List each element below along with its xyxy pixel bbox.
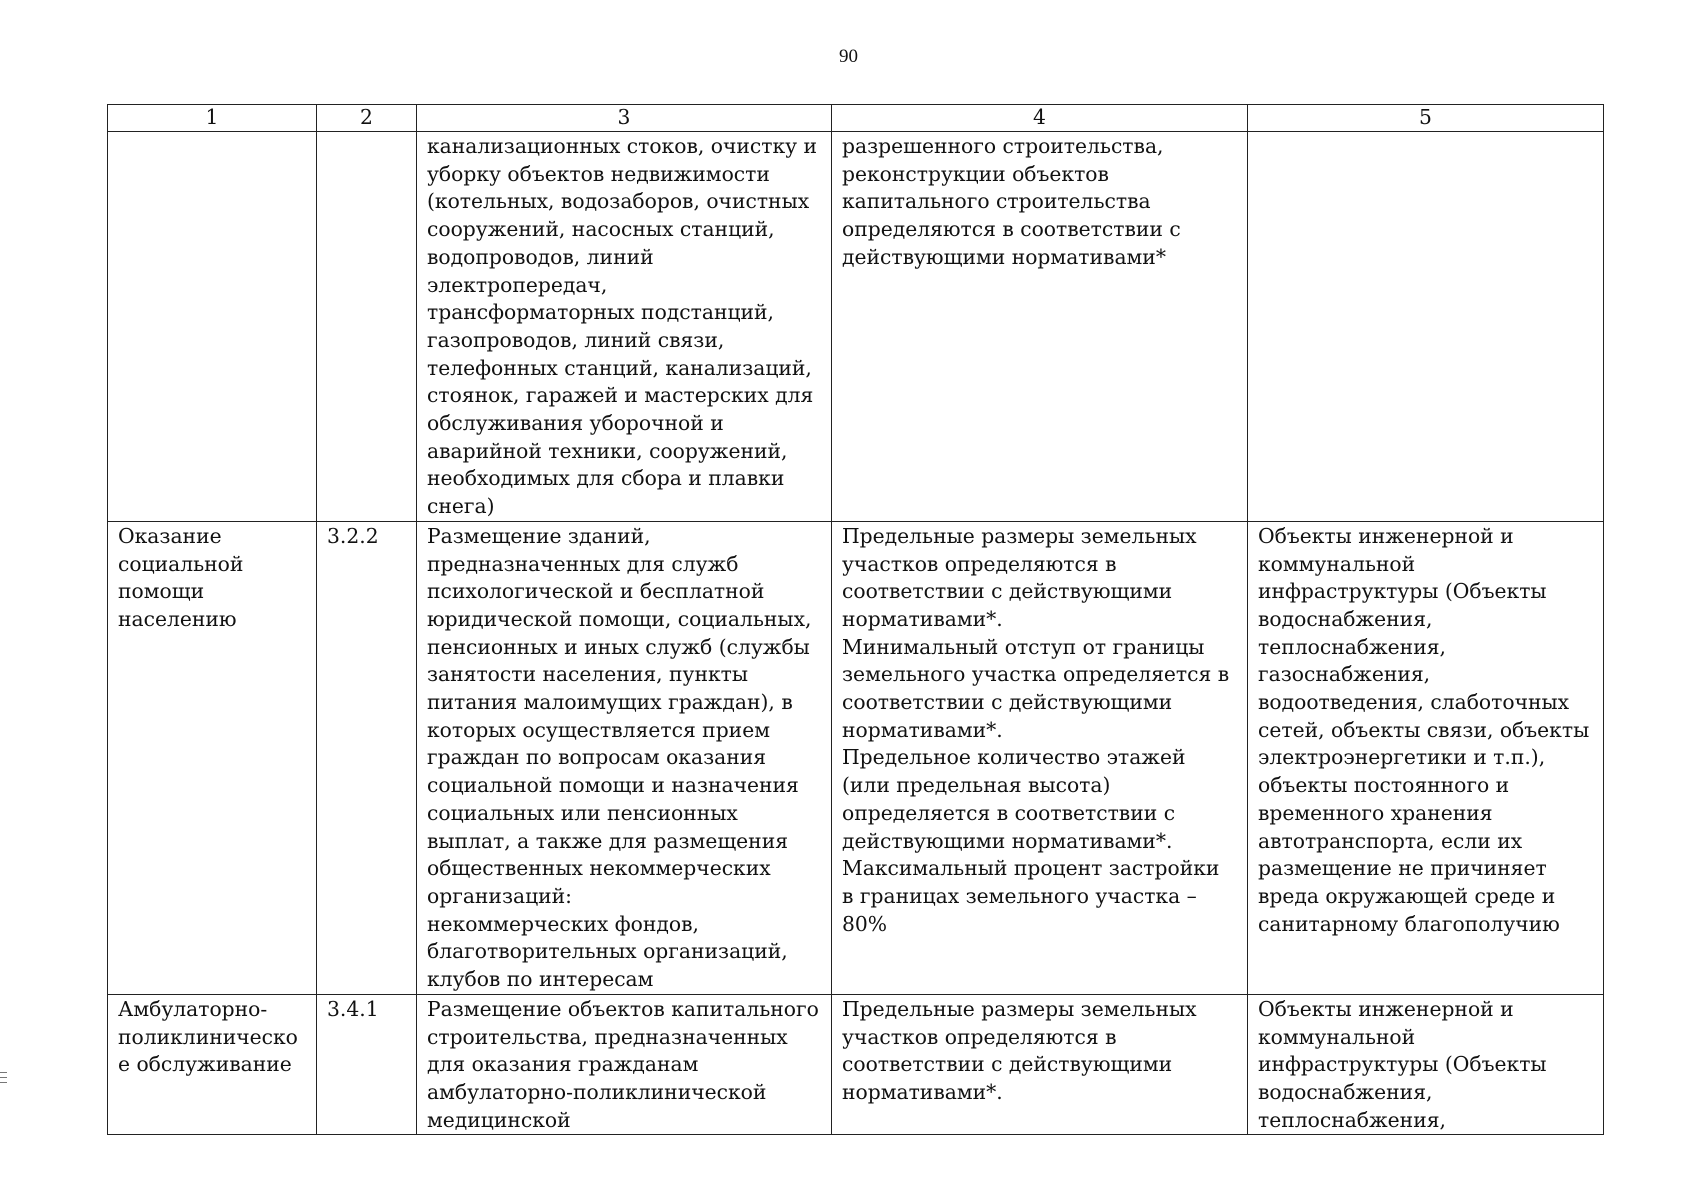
cell-parameters: Предельные размеры земельных участков определяются в соответствии с действующими нормативами*. Минимальный отступ от границы земельного участка определяется в соответствии с действующими нормативами*. Предельное количество этажей (или предельная высота) определяется в соответствии с действующими нормативами*. Максимальный процент застройки в границах земельного участка – 80% bbox=[832, 521, 1248, 994]
cell-use-code: 3.4.1 bbox=[317, 994, 417, 1135]
table-row bbox=[108, 994, 1604, 1135]
table-row bbox=[108, 521, 1604, 994]
page-number: 90 bbox=[839, 46, 858, 67]
cell-auxiliary-uses: Объекты инженерной и коммунальной инфраструктуры (Объекты водоснабжения, теплоснабжения, bbox=[1248, 994, 1604, 1135]
cell-use-description: Размещение зданий, предназначенных для служб психологической и бесплатной юридической помощи, социальных, пенсионных и иных служб (службы занятости населения, пункты питания малоимущих граждан), в которых осуществляется прием граждан по вопросам оказания социальной помощи и назначения социальных или пенсионных выплат, а также для размещения общественных некоммерческих организаций: некоммерческих фондов, благотворительных организаций, клубов по интересам bbox=[417, 521, 832, 994]
regulations-table bbox=[107, 104, 1604, 1135]
cell-use-name bbox=[108, 132, 317, 522]
scan-margin-mark bbox=[0, 1072, 8, 1092]
cell-use-code: 3.2.2 bbox=[317, 521, 417, 994]
cell-auxiliary-uses bbox=[1248, 132, 1604, 522]
column-header-4: 4 bbox=[832, 105, 1248, 132]
cell-use-code bbox=[317, 132, 417, 522]
cell-use-name: Оказание социальной помощи населению bbox=[108, 521, 317, 994]
cell-auxiliary-uses: Объекты инженерной и коммунальной инфраструктуры (Объекты водоснабжения, теплоснабжения, газоснабжения, водоотведения, слаботочных сетей, объекты связи, объекты электроэнергетики и т.п.), объекты постоянного и временного хранения автотранспорта, если их размещение не причиняет вреда окружающей среде и санитарному благополучию bbox=[1248, 521, 1604, 994]
column-header-5: 5 bbox=[1248, 105, 1604, 132]
column-header-1: 1 bbox=[108, 105, 317, 132]
column-header-2: 2 bbox=[317, 105, 417, 132]
table-row bbox=[108, 132, 1604, 522]
column-header-3: 3 bbox=[417, 105, 832, 132]
table-header-row bbox=[108, 105, 1604, 132]
cell-use-name: Амбулаторно-поликлиническое обслуживание bbox=[108, 994, 317, 1135]
cell-parameters: Предельные размеры земельных участков определяются в соответствии с действующими нормативами*. bbox=[832, 994, 1248, 1135]
cell-use-description: Размещение объектов капитального строительства, предназначенных для оказания гражданам амбулаторно-поликлинической медицинской bbox=[417, 994, 832, 1135]
cell-use-description: канализационных стоков, очистку и уборку объектов недвижимости (котельных, водозаборов, очистных сооружений, насосных станций, водопроводов, линий электропередач, трансформаторных подстанций, газопроводов, линий связи, телефонных станций, канализаций, стоянок, гаражей и мастерских для обслуживания уборочной и аварийной техники, сооружений, необходимых для сбора и плавки снега) bbox=[417, 132, 832, 522]
cell-parameters: разрешенного строительства, реконструкции объектов капитального строительства определяются в соответствии с действующими нормативами* bbox=[832, 132, 1248, 522]
